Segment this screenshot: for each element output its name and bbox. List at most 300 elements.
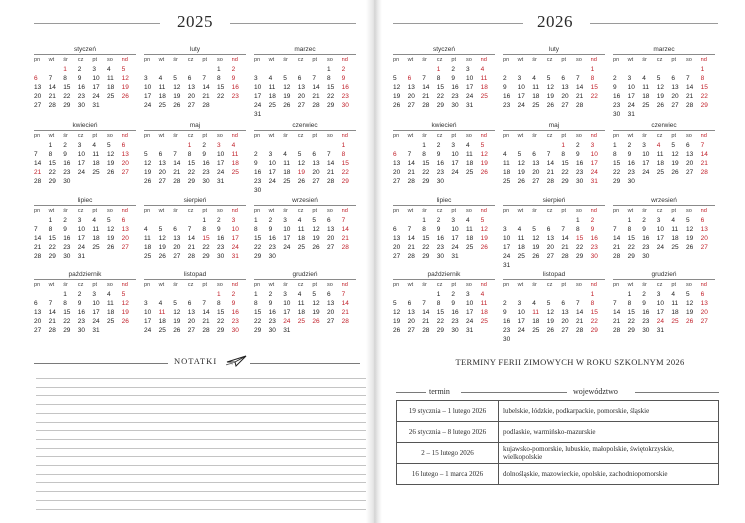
weekday-label: nd (121, 133, 128, 139)
day-cell: 26 (546, 327, 555, 334)
day-cell: 5 (144, 151, 148, 158)
day-cell: 31 (283, 327, 291, 334)
day-cell: 23 (576, 169, 584, 176)
day-cell: 27 (671, 102, 679, 109)
day-cell: 30 (627, 178, 635, 185)
day-cell: 25 (671, 244, 679, 251)
day-cell: 27 (700, 244, 708, 251)
day-cell: 2 (231, 66, 236, 73)
day-cell: 22 (63, 93, 71, 100)
weekday-label: nd (700, 282, 707, 288)
day-cell: 26 (532, 253, 540, 260)
day-cell: 18 (231, 160, 239, 167)
day-cell: 19 (121, 84, 129, 91)
day-cell: 5 (173, 300, 177, 307)
day-cell: 18 (283, 169, 291, 176)
day-cell: 21 (173, 169, 181, 176)
day-cell: 19 (144, 169, 152, 176)
day-cell: 14 (173, 160, 181, 167)
day-cell: 27 (158, 178, 166, 185)
day-cell: 27 (312, 178, 320, 185)
day-cell: 27 (546, 253, 555, 260)
day-cell: 8 (700, 75, 705, 82)
month-rule (144, 205, 246, 206)
day-cell: 23 (590, 244, 598, 251)
day-cell: 10 (77, 151, 86, 158)
weekday-label: pn (393, 208, 400, 214)
day-cell: 1 (187, 142, 192, 149)
weekday-label: pn (144, 57, 151, 63)
day-cell: 1 (436, 291, 441, 298)
day-cell: 9 (503, 309, 507, 316)
day-cell: 21 (613, 318, 621, 325)
day-cell: 31 (92, 102, 100, 109)
day-cell: 24 (517, 327, 525, 334)
day-cell: 5 (297, 151, 302, 158)
day-cell: 15 (561, 160, 569, 167)
day-cell: 6 (121, 217, 126, 224)
day-cell: 18 (642, 93, 650, 100)
day-cell: 2 (231, 291, 236, 298)
day-cell: 14 (341, 300, 349, 307)
day-cell: 3 (283, 217, 287, 224)
day-cell: 28 (546, 178, 555, 185)
weekday-label: wt (268, 133, 275, 139)
day-cell: 10 (627, 84, 635, 91)
day-cell: 16 (63, 235, 71, 242)
day-cell: 10 (517, 84, 525, 91)
day-cell: 11 (532, 309, 539, 316)
weekday-label: so (466, 282, 472, 288)
weekday-label: śr (173, 133, 178, 139)
month-name: sierpień (183, 197, 207, 204)
weekday-label: śr (173, 57, 178, 63)
weekday-label: wt (158, 282, 165, 288)
month-rule (34, 54, 136, 55)
day-cell: 27 (327, 244, 335, 251)
year-title: 2025 (177, 12, 213, 31)
day-cell: 8 (327, 75, 331, 82)
day-cell: 2 (642, 291, 646, 298)
day-cell: 31 (590, 178, 598, 185)
day-cell: 5 (312, 217, 317, 224)
day-cell: 15 (341, 160, 349, 167)
right-page (373, 0, 745, 523)
weekday-label: śr (422, 133, 427, 139)
day-cell: 28 (341, 318, 349, 325)
day-cell: 1 (254, 217, 258, 224)
wojewodztwo-cell: lubelskie, łódzkie, podkarpackie, pomorskie, śląskie (499, 401, 719, 422)
weekday-label: cz (297, 208, 304, 214)
day-cell: 13 (700, 300, 708, 307)
weekday-label: pt (561, 133, 567, 139)
day-cell: 21 (327, 169, 335, 176)
day-cell: 13 (312, 160, 320, 167)
day-cell: 5 (283, 75, 287, 82)
weekday-label: nd (700, 133, 707, 139)
day-cell: 6 (546, 226, 551, 233)
weekday-label: śr (422, 57, 427, 63)
day-cell: 10 (92, 300, 100, 307)
day-cell: 20 (686, 160, 694, 167)
day-cell: 11 (158, 309, 166, 316)
day-cell: 3 (503, 226, 507, 233)
day-cell: 15 (187, 160, 196, 167)
day-cell: 7 (422, 300, 426, 307)
day-cell: 31 (217, 178, 225, 185)
weekday-label: pt (312, 282, 318, 288)
day-cell: 28 (327, 178, 335, 185)
day-cell: 10 (92, 75, 100, 82)
termin-cell: 16 lutego – 1 marca 2026 (397, 464, 499, 485)
day-cell: 22 (590, 93, 598, 100)
day-cell: 11 (503, 160, 510, 167)
day-cell: 23 (341, 93, 349, 100)
day-cell: 28 (422, 327, 430, 334)
wojewodztwo-cell: dolnośląskie, mazowieckie, opolskie, zachodniopomorskie (499, 464, 719, 485)
day-cell: 30 (451, 102, 459, 109)
year-title: 2026 (537, 12, 573, 31)
day-cell: 14 (546, 160, 555, 167)
weekday-label: pn (503, 208, 510, 214)
day-cell: 30 (217, 253, 225, 260)
weekday-label: so (327, 282, 333, 288)
day-cell: 19 (173, 93, 181, 100)
month-name: luty (548, 46, 560, 53)
weekday-label: nd (341, 282, 348, 288)
day-cell: 4 (532, 75, 536, 82)
day-cell: 14 (686, 84, 694, 91)
day-cell: 12 (671, 151, 679, 158)
day-cell: 17 (656, 309, 665, 316)
weekday-label: cz (656, 208, 663, 214)
day-cell: 2 (590, 217, 595, 224)
day-cell: 21 (187, 244, 196, 251)
weekday-label: cz (436, 282, 443, 288)
day-cell: 29 (63, 327, 71, 334)
day-cell: 29 (327, 102, 335, 109)
day-cell: 11 (144, 235, 151, 242)
day-cell: 24 (642, 169, 650, 176)
day-cell: 1 (63, 66, 67, 73)
day-cell: 10 (590, 151, 598, 158)
month-name: maj (189, 122, 201, 129)
weekday-label: cz (187, 208, 194, 214)
day-cell: 27 (297, 102, 306, 109)
day-cell: 5 (686, 217, 690, 224)
day-cell: 18 (297, 235, 306, 242)
day-cell: 7 (576, 75, 580, 82)
day-cell: 26 (283, 102, 291, 109)
weekday-label: wt (158, 57, 165, 63)
notes-rule-right (250, 363, 360, 364)
day-cell: 26 (173, 102, 181, 109)
day-cell: 26 (686, 244, 694, 251)
day-cell: 8 (254, 300, 258, 307)
note-line (36, 456, 366, 457)
day-cell: 1 (627, 291, 632, 298)
day-cell: 6 (700, 217, 705, 224)
day-cell: 25 (671, 318, 679, 325)
day-cell: 10 (283, 300, 291, 307)
woj-rule-right (635, 392, 719, 393)
day-cell: 27 (532, 178, 540, 185)
day-cell: 27 (34, 327, 42, 334)
day-cell: 11 (532, 84, 539, 91)
year-rule-right (590, 23, 718, 24)
day-cell: 21 (202, 93, 210, 100)
weekday-label: nd (231, 208, 238, 214)
weekday-label: so (466, 57, 472, 63)
weekday-label: cz (546, 282, 553, 288)
day-cell: 13 (297, 84, 306, 91)
day-cell: 2 (436, 217, 441, 224)
day-cell: 8 (48, 151, 53, 158)
day-cell: 8 (627, 300, 632, 307)
day-cell: 4 (144, 226, 148, 233)
day-cell: 4 (107, 291, 111, 298)
weekday-label: wt (407, 208, 414, 214)
day-cell: 23 (77, 318, 86, 325)
day-cell: 25 (144, 253, 152, 260)
day-cell: 31 (231, 253, 239, 260)
day-cell: 30 (77, 102, 86, 109)
day-cell: 14 (576, 84, 584, 91)
day-cell: 1 (217, 291, 221, 298)
weekday-label: nd (341, 57, 348, 63)
day-cell: 28 (561, 253, 569, 260)
month-rule (393, 205, 495, 206)
day-cell: 3 (517, 75, 522, 82)
day-cell: 13 (546, 235, 555, 242)
day-cell: 22 (590, 318, 598, 325)
day-cell: 26 (144, 178, 152, 185)
day-cell: 21 (407, 169, 415, 176)
month-rule (613, 54, 715, 55)
day-cell: 5 (532, 226, 536, 233)
day-cell: 2 (627, 142, 632, 149)
month-name: październik (68, 271, 102, 278)
day-cell: 1 (590, 66, 595, 73)
weekday-label: pn (144, 208, 151, 214)
day-cell: 23 (613, 102, 621, 109)
weekday-label: pt (312, 133, 318, 139)
weekday-label: so (217, 57, 223, 63)
day-cell: 18 (517, 244, 525, 251)
day-cell: 3 (451, 217, 456, 224)
day-cell: 31 (466, 102, 474, 109)
weekday-label: śr (532, 208, 537, 214)
day-cell: 21 (576, 318, 584, 325)
weekday-label: śr (283, 57, 288, 63)
day-cell: 20 (700, 235, 708, 242)
day-cell: 24 (656, 318, 665, 325)
day-cell: 25 (268, 102, 276, 109)
day-cell: 5 (393, 75, 397, 82)
day-cell: 4 (297, 291, 302, 298)
day-cell: 21 (686, 93, 694, 100)
day-cell: 7 (407, 226, 412, 233)
day-cell: 12 (393, 309, 401, 316)
month-rule (144, 54, 246, 55)
table-row (397, 422, 719, 443)
day-cell: 8 (254, 226, 258, 233)
day-cell: 9 (231, 75, 236, 82)
weekday-label: pn (613, 57, 620, 63)
day-cell: 23 (217, 244, 225, 251)
day-cell: 2 (503, 75, 507, 82)
weekday-label: śr (283, 208, 288, 214)
day-cell: 21 (546, 169, 555, 176)
day-cell: 13 (121, 226, 129, 233)
day-cell: 27 (34, 102, 42, 109)
day-cell: 27 (700, 318, 708, 325)
day-cell: 21 (341, 235, 349, 242)
day-cell: 15 (63, 309, 71, 316)
weekday-label: pt (451, 208, 457, 214)
day-cell: 30 (576, 178, 584, 185)
weekday-label: nd (480, 133, 487, 139)
day-cell: 30 (613, 111, 621, 118)
day-cell: 6 (532, 151, 536, 158)
weekday-label: nd (341, 133, 348, 139)
weekday-label: pn (503, 133, 510, 139)
day-cell: 10 (144, 309, 152, 316)
day-cell: 23 (63, 169, 71, 176)
month-name: marzec (653, 46, 675, 53)
day-cell: 25 (642, 102, 650, 109)
day-cell: 15 (254, 235, 262, 242)
day-cell: 28 (173, 178, 181, 185)
day-cell: 27 (561, 102, 569, 109)
day-cell: 25 (158, 102, 166, 109)
weekday-label: pn (254, 57, 261, 63)
day-cell: 19 (312, 235, 320, 242)
day-cell: 10 (231, 226, 239, 233)
day-cell: 11 (283, 160, 290, 167)
day-cell: 9 (451, 300, 456, 307)
day-cell: 25 (283, 178, 291, 185)
day-cell: 10 (254, 84, 262, 91)
day-cell: 17 (517, 93, 525, 100)
day-cell: 12 (686, 300, 694, 307)
weekday-label: pn (503, 57, 510, 63)
day-cell: 2 (576, 142, 580, 149)
note-line (36, 439, 366, 440)
weekday-label: cz (656, 57, 663, 63)
month-rule (393, 279, 495, 280)
day-cell: 27 (686, 169, 694, 176)
weekday-label: śr (63, 133, 68, 139)
day-cell: 12 (297, 160, 306, 167)
month-name: styczeń (432, 46, 456, 53)
day-cell: 13 (187, 309, 196, 316)
day-cell: 29 (436, 102, 445, 109)
month-rule (393, 54, 495, 55)
day-cell: 15 (422, 160, 430, 167)
day-cell: 26 (121, 93, 129, 100)
day-cell: 11 (297, 226, 305, 233)
day-cell: 28 (202, 102, 210, 109)
day-cell: 19 (393, 318, 401, 325)
day-cell: 23 (63, 244, 71, 251)
day-cell: 7 (312, 75, 317, 82)
day-cell: 25 (92, 169, 100, 176)
day-cell: 12 (144, 160, 152, 167)
day-cell: 1 (613, 142, 617, 149)
day-cell: 10 (466, 300, 474, 307)
day-cell: 23 (627, 169, 635, 176)
day-cell: 9 (268, 226, 273, 233)
day-cell: 22 (48, 244, 56, 251)
day-cell: 4 (480, 66, 485, 73)
day-cell: 19 (480, 160, 488, 167)
day-cell: 17 (92, 84, 100, 91)
day-cell: 22 (48, 169, 56, 176)
day-cell: 14 (202, 84, 210, 91)
day-cell: 8 (217, 300, 221, 307)
day-cell: 7 (576, 300, 580, 307)
day-cell: 16 (77, 309, 86, 316)
day-cell: 16 (436, 160, 445, 167)
month-name: lipiec (436, 197, 452, 204)
note-line (36, 404, 366, 405)
month-rule (503, 54, 605, 55)
day-cell: 23 (436, 169, 445, 176)
day-cell: 12 (173, 309, 181, 316)
month-rule (34, 279, 136, 280)
weekday-label: pn (254, 208, 261, 214)
day-cell: 17 (503, 244, 511, 251)
day-cell: 24 (283, 318, 291, 325)
day-cell: 15 (327, 84, 335, 91)
day-cell: 1 (436, 66, 441, 73)
day-cell: 30 (77, 327, 86, 334)
note-line (36, 422, 366, 423)
day-cell: 22 (217, 318, 225, 325)
day-cell: 17 (590, 160, 598, 167)
day-cell: 13 (561, 84, 569, 91)
day-cell: 23 (451, 93, 459, 100)
day-cell: 25 (656, 169, 665, 176)
weekday-label: pt (202, 57, 208, 63)
month-name: październik (427, 271, 461, 278)
month-rule (503, 130, 605, 131)
day-cell: 14 (34, 160, 42, 167)
day-cell: 14 (700, 151, 708, 158)
day-cell: 29 (627, 327, 635, 334)
day-cell: 20 (173, 244, 181, 251)
weekday-label: śr (422, 208, 427, 214)
day-cell: 10 (517, 309, 525, 316)
day-cell: 17 (656, 235, 665, 242)
day-cell: 22 (436, 93, 445, 100)
day-cell: 21 (312, 93, 320, 100)
day-cell: 11 (268, 84, 276, 91)
day-cell: 15 (48, 235, 56, 242)
day-cell: 18 (532, 93, 540, 100)
weekday-label: pn (144, 133, 151, 139)
day-cell: 3 (144, 300, 148, 307)
termin-cell: 19 stycznia – 1 lutego 2026 (397, 401, 499, 422)
day-cell: 29 (700, 102, 708, 109)
termin-cell: 2 – 15 lutego 2026 (397, 443, 499, 464)
weekday-label: nd (231, 282, 238, 288)
day-cell: 17 (77, 235, 86, 242)
day-cell: 11 (107, 75, 114, 82)
day-cell: 16 (77, 84, 86, 91)
weekday-label: pt (671, 133, 677, 139)
